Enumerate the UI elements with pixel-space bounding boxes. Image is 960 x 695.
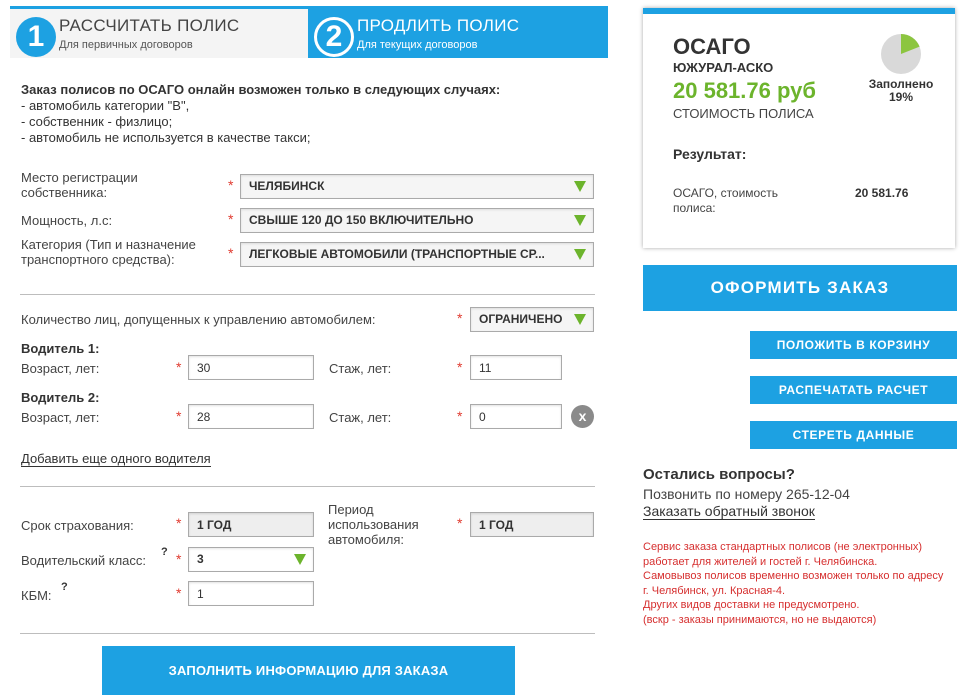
divider <box>20 294 595 295</box>
filled-label: Заполнено <box>868 77 934 91</box>
period-field[interactable]: 1 ГОД <box>470 512 594 537</box>
kbm-help-icon[interactable]: ? <box>61 581 68 593</box>
kbm-label: КБМ: <box>21 588 52 603</box>
tab-title: РАССЧИТАТЬ ПОЛИС <box>59 16 240 35</box>
tab-number-icon: 2 <box>314 17 354 57</box>
fill-order-info-button[interactable]: ЗАПОЛНИТЬ ИНФОРМАЦИЮ ДЛЯ ЗАКАЗА <box>102 646 515 695</box>
service-notice <box>643 540 948 627</box>
dropdown-arrow-icon <box>574 249 586 260</box>
insurer-name: ЮЖУРАЛ-АСКО <box>673 60 774 75</box>
driver-1-title: Водитель 1: <box>21 341 100 356</box>
tab-subtitle: Для первичных договоров <box>59 39 193 51</box>
driver-1-age-label: Возраст, лет: <box>21 361 100 376</box>
class-value: 3 <box>197 552 204 566</box>
required-mark: * <box>228 211 234 227</box>
drivers-count-value: ОГРАНИЧЕНО <box>479 312 563 326</box>
category-value: ЛЕГКОВЫЕ АВТОМОБИЛИ (ТРАНСПОРТНЫЕ СР... <box>249 247 545 261</box>
notice-line: Сервис заказа стандартных полисов (не электронных) работает для жителей и гостей г. Челябинска. <box>643 541 923 568</box>
phone-text: Позвонить по номеру 265-12-04 <box>643 486 850 502</box>
category-select[interactable] <box>240 242 594 267</box>
filled-percent: 19% <box>888 90 914 104</box>
category-label: Категория (Тип и назначение транспортного средства): <box>21 237 196 267</box>
required-mark: * <box>176 408 182 424</box>
tab-calculate[interactable] <box>10 6 308 58</box>
progress-pie-icon <box>881 34 921 74</box>
intro-line: - автомобиль не используется в качестве такси; <box>21 130 311 145</box>
questions-heading: Остались вопросы? <box>643 466 795 483</box>
driver-2-age-label: Возраст, лет: <box>21 410 100 425</box>
add-to-cart-button[interactable]: ПОЛОЖИТЬ В КОРЗИНУ <box>750 331 957 359</box>
driver-2-exp-label: Стаж, лет: <box>329 410 392 425</box>
policy-price: 20 581.76 руб <box>673 78 816 103</box>
region-value: ЧЕЛЯБИНСК <box>249 179 325 193</box>
driver-1-age-input[interactable]: 30 <box>188 355 314 380</box>
remove-driver-icon[interactable]: x <box>571 405 594 428</box>
intro-heading: Заказ полисов по ОСАГО онлайн возможен только в следующих случаях: <box>21 82 501 97</box>
power-label: Мощность, л.с: <box>21 213 113 228</box>
intro-line: - собственник - физлицо; <box>21 114 173 129</box>
region-label: Место регистрации собственника: <box>21 170 138 200</box>
order-button[interactable]: ОФОРМИТЬ ЗАКАЗ <box>643 265 957 311</box>
required-mark: * <box>457 408 463 424</box>
driver-2-age-input[interactable]: 28 <box>188 404 314 429</box>
print-calculation-button[interactable]: РАСПЕЧАТАТЬ РАСЧЕТ <box>750 376 957 404</box>
required-mark: * <box>176 359 182 375</box>
driver-1-exp-input[interactable]: 11 <box>470 355 562 380</box>
power-value: СВЫШЕ 120 ДО 150 ВКЛЮЧИТЕЛЬНО <box>249 213 474 227</box>
tab-title: ПРОДЛИТЬ ПОЛИС <box>357 16 520 35</box>
intro-line: - автомобиль категории "В", <box>21 98 190 113</box>
divider <box>20 633 595 634</box>
dropdown-arrow-icon <box>294 554 306 565</box>
required-mark: * <box>457 359 463 375</box>
notice-line: Других видов доставки не предусмотрено. <box>643 599 860 611</box>
result-row-value: 20 581.76 <box>855 186 909 200</box>
result-heading: Результат: <box>673 146 747 162</box>
driver-2-exp-input[interactable]: 0 <box>470 404 562 429</box>
notice-line: Самовывоз полисов временно возможен только по адресу г. Челябинск, ул. Красная-4. <box>643 570 944 597</box>
driver-2-title: Водитель 2: <box>21 390 100 405</box>
class-select[interactable] <box>188 547 314 572</box>
power-select[interactable] <box>240 208 594 233</box>
class-label: Водительский класс: <box>21 553 147 568</box>
notice-line: (вскр - заказы принимаются, но не выдаются) <box>643 613 877 626</box>
price-caption: СТОИМОСТЬ ПОЛИСА <box>673 106 814 121</box>
required-mark: * <box>176 551 182 567</box>
tab-renew[interactable] <box>308 6 608 58</box>
product-title: ОСАГО <box>673 34 751 59</box>
required-mark: * <box>228 177 234 193</box>
summary-card <box>643 8 955 248</box>
dropdown-arrow-icon <box>574 181 586 192</box>
class-help-icon[interactable]: ? <box>161 546 168 558</box>
tab-subtitle: Для текущих договоров <box>357 39 478 51</box>
driver-1-exp-label: Стаж, лет: <box>329 361 392 376</box>
clear-data-button[interactable]: СТЕРЕТЬ ДАННЫЕ <box>750 421 957 449</box>
filled-indicator <box>861 78 941 104</box>
required-mark: * <box>457 310 463 326</box>
required-mark: * <box>176 515 182 531</box>
required-mark: * <box>176 585 182 601</box>
required-mark: * <box>457 515 463 531</box>
term-field[interactable]: 1 ГОД <box>188 512 314 537</box>
kbm-input[interactable]: 1 <box>188 581 314 606</box>
add-driver-link[interactable]: Добавить еще одного водителя <box>21 451 211 466</box>
term-label: Срок страхования: <box>21 518 134 533</box>
period-label: Период использования автомобиля: <box>328 502 419 547</box>
result-row-label: ОСАГО, стоимость полиса: <box>673 186 778 215</box>
callback-link[interactable]: Заказать обратный звонок <box>643 503 815 519</box>
required-mark: * <box>228 245 234 261</box>
drivers-count-select[interactable] <box>470 307 594 332</box>
drivers-count-label: Количество лиц, допущенных к управлению автомобилем: <box>21 312 376 327</box>
divider <box>20 486 595 487</box>
dropdown-arrow-icon <box>574 314 586 325</box>
intro-text <box>21 82 500 146</box>
dropdown-arrow-icon <box>574 215 586 226</box>
region-select[interactable] <box>240 174 594 199</box>
tab-number-icon: 1 <box>16 17 56 57</box>
